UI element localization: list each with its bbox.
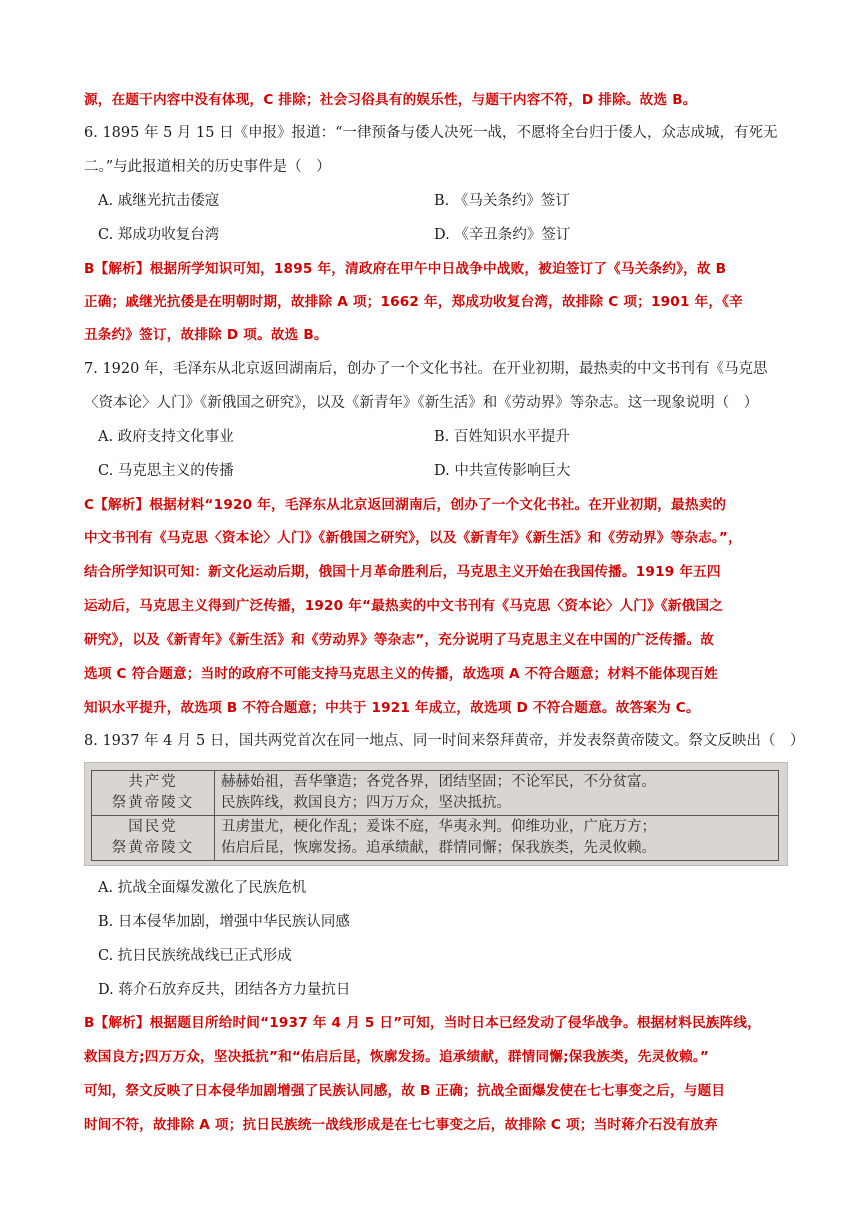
table-row xyxy=(92,816,779,861)
q7-option-d: D. 中共宣传影响巨大 xyxy=(434,463,571,479)
q7-explanation-line-1: C【解析】根据材料“1920 年，毛泽东从北京返回湖南后，创办了一个文化书社。在开业初期，最热卖的 xyxy=(84,497,727,513)
q6-option-b: B. 《马关条约》签订 xyxy=(434,193,570,209)
q7-option-c: C. 马克思主义的传播 xyxy=(98,463,234,479)
eulogy-line: 丑虏蚩尤，梗化作乱；爰诛不庭，华夷永判。仰维功业，广庇万方； xyxy=(221,819,656,835)
eulogy-text xyxy=(215,816,779,861)
q6-stem-line-1: 6. 1895 年 5 月 15 日《申报》报道：“一律预备与倭人决死一战，不愿将全台归于倭人，众志成城，有死无 xyxy=(84,125,778,141)
q7-explanation-line-5: 研究》，以及《新青年》《新生活》和《劳动界》等杂志”，充分说明了马克思主义在中国的广泛传播。故 xyxy=(84,632,715,648)
q8-explanation-line-1: B【解析】根据题目所给时间“1937 年 4 月 5 日”可知，当时日本已经发动了侵华战争。根据材料民族阵线， xyxy=(84,1015,761,1031)
q8-explanation-line-3: 可知，祭文反映了日本侵华加剧增强了民族认同感，故 B 正确；抗战全面爆发使在七七事变之后，与题目 xyxy=(84,1083,726,1099)
eulogy-table-image xyxy=(84,762,788,866)
q8-explanation-line-2: 救国良方;四万万众，坚决抵抗”和“佑启后昆，恢廓发扬。追承绩献，群情同懈;保我族类，先灵攸赖。” xyxy=(84,1049,710,1065)
eulogy-text xyxy=(215,771,779,816)
q8-option-b: B. 日本侵华加剧，增强中华民族认同感 xyxy=(98,914,350,930)
q8-option-c: C. 抗日民族统战线已正式形成 xyxy=(98,948,292,964)
q7-stem-line-2: 〈资本论〉人门》《新俄国之研究》，以及《新青年》《新生活》和《劳动界》等杂志。这一现象说明（ ） xyxy=(84,395,759,411)
q7-explanation-line-7: 知识水平提升，故选项 B 不符合题意；中共于 1921 年成立，故选项 D 不符合题意。故答案为 C。 xyxy=(84,700,700,716)
eulogy-table xyxy=(91,770,779,861)
q7-option-a: A. 政府支持文化事业 xyxy=(98,429,234,445)
q6-explanation-line-1: B【解析】根据所学知识可知，1895 年，清政府在甲午中日战争中战败，被迫签订了《马关条约》，故 B xyxy=(84,261,727,277)
q7-stem-line-1: 7. 1920 年，毛泽东从北京返回湖南后，创办了一个文化书社。在开业初期，最热卖的中文书刊有《马克思 xyxy=(84,361,768,377)
party-name: 国民党 xyxy=(128,819,178,835)
q7-explanation-line-6: 选项 C 符合题意；当时的政府不可能支持马克思主义的传播，故选项 A 不符合题意；材料不能体现百姓 xyxy=(84,666,718,682)
q6-option-d: D. 《辛丑条约》签订 xyxy=(434,227,571,243)
eulogy-line: 赫赫始祖，吾华肇造；各党各界，团结坚固；不论军民，不分贫富。 xyxy=(221,774,656,790)
party-header xyxy=(92,816,215,861)
q7-explanation-line-4: 运动后，马克思主义得到广泛传播，1920 年“最热卖的中文书刊有《马克思〈资本论〉人门》《新俄国之 xyxy=(84,598,724,614)
q6-explanation-line-3: 丑条约》签订，故排除 D 项。故选 B。 xyxy=(84,327,328,343)
eulogy-title: 祭黄帝陵文 xyxy=(111,840,195,856)
q8-option-a: A. 抗战全面爆发激化了民族危机 xyxy=(98,880,307,896)
q6-stem-line-2: 二。”与此报道相关的历史事件是（ ） xyxy=(84,159,331,175)
eulogy-line: 民族阵线，救国良方；四万万众，坚决抵抗。 xyxy=(221,795,511,811)
q8-stem: 8. 1937 年 4 月 5 日，国共两党首次在同一地点、同一时间来祭拜黄帝，并发表祭黄帝陵文。祭文反映出（ ） xyxy=(84,733,805,749)
table-row xyxy=(92,771,779,816)
eulogy-title: 祭黄帝陵文 xyxy=(111,795,195,811)
party-header xyxy=(92,771,215,816)
q7-explanation-line-3: 结合所学知识可知：新文化运动后期，俄国十月革命胜利后，马克思主义开始在我国传播。1919 年五四 xyxy=(84,564,721,580)
q6-explanation-line-2: 正确；戚继光抗倭是在明朝时期，故排除 A 项；1662 年，郑成功收复台湾，故排除 C 项；1901 年，《辛 xyxy=(84,294,743,310)
q6-option-a: A. 戚继光抗击倭寇 xyxy=(98,193,220,209)
party-name: 共产党 xyxy=(128,774,178,790)
q8-option-d: D. 蒋介石放弃反共，团结各方力量抗日 xyxy=(98,982,351,998)
q7-explanation-line-2: 中文书刊有《马克思〈资本论〉人门》《新俄国之研究》，以及《新青年》《新生活》和《劳动界》等杂志。”， xyxy=(84,530,742,546)
eulogy-line: 佑启后昆，恢廓发扬。追承绩献，群情同懈；保我族类，先灵攸赖。 xyxy=(221,840,656,856)
explanation-tail: 源，在题干内容中没有体现，C 排除；社会习俗具有的娱乐性，与题干内容不符，D 排除。故选 B。 xyxy=(84,92,697,108)
q7-option-b: B. 百姓知识水平提升 xyxy=(434,429,570,445)
q8-explanation-line-4: 时间不符，故排除 A 项；抗日民族统一战线形成是在七七事变之后，故排除 C 项；当时蒋介石没有放弃 xyxy=(84,1117,718,1133)
q6-option-c: C. 郑成功收复台湾 xyxy=(98,227,220,243)
